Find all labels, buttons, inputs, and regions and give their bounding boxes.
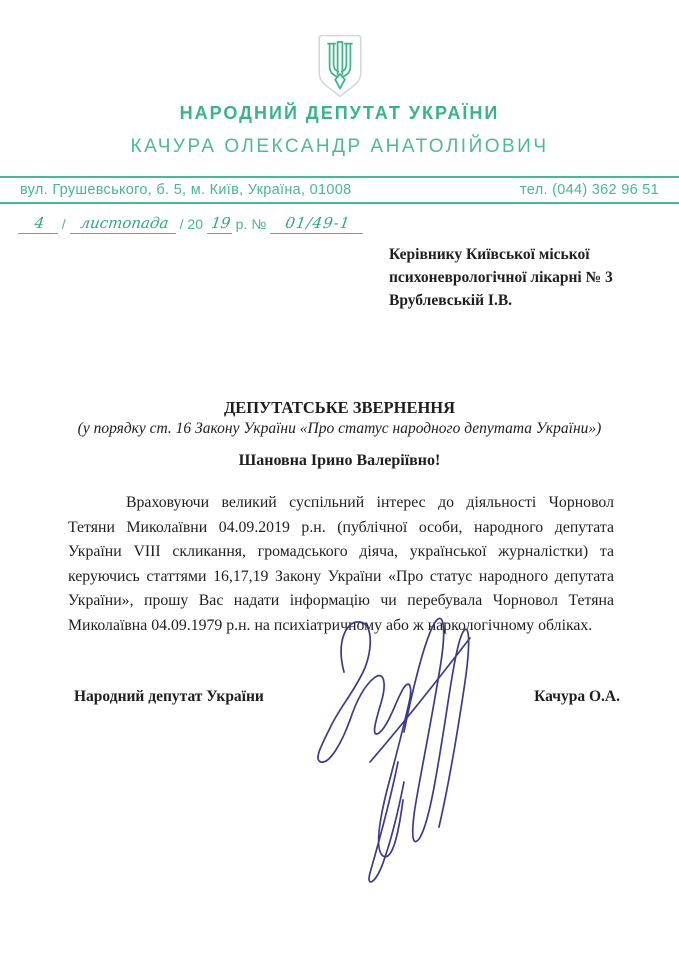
document-subtitle: (у порядку ст. 16 Закону України «Про статус народного депутата України») xyxy=(77,420,602,437)
document-title: ДЕПУТАТСЬКЕ ЗВЕРНЕННЯ xyxy=(223,398,456,417)
signatory-name: Качура О.А. xyxy=(534,688,620,705)
date-separator: / xyxy=(61,216,66,232)
salutation: Шановна Ірино Валеріївно! xyxy=(238,452,441,469)
contact-bar xyxy=(0,176,679,204)
address-text: вул. Грушевського, б. 5, м. Київ, Україна, 01008 xyxy=(20,182,352,198)
date-year-prefix: / 20 xyxy=(179,216,204,232)
date-number-line xyxy=(18,206,363,234)
body-paragraph: Враховуючи великий суспільний інтерес до діяльності Чорновол Тетяни Миколаївни 04.09.2019 р.н. (публічної особи, народного депутата України VIII скликання, громадського діяча, української журналістки) та керуючись статтями 16,17,19 Закону України «Про статус народного депутата України», прошу Вас надати інформацію чи перебувала Чорновол Тетяна Миколаївна 04.09.1979 р.н. на психіатричному або ж наркологічному обліках. xyxy=(68,494,614,634)
phone-text: тел. (044) 362 96 51 xyxy=(520,182,659,198)
letterhead-deputy-name: КАЧУРА ОЛЕКСАНДР АНАТОЛІЙОВИЧ xyxy=(130,136,549,157)
handwritten-signature-scribble xyxy=(286,610,496,890)
recipient-line: Врублевській І.В. xyxy=(389,292,513,309)
recipient-line: Керівнику Київської міської xyxy=(389,246,590,263)
recipient-block xyxy=(389,243,613,312)
doc-number-prefix: р. № xyxy=(235,216,267,232)
letterhead-title: НАРОДНИЙ ДЕПУТАТ УКРАЇНИ xyxy=(179,103,500,123)
handwritten-doc-number: 01/49-1 xyxy=(270,214,366,234)
handwritten-year: 19 xyxy=(207,214,234,234)
signatory-position: Народний депутат України xyxy=(74,688,264,705)
recipient-line: психоневрологічної лікарні № 3 xyxy=(389,269,613,286)
tryzub-trident-shield-icon xyxy=(316,34,364,98)
handwritten-day: 4 xyxy=(18,214,61,234)
handwritten-month: листопада xyxy=(70,214,179,234)
